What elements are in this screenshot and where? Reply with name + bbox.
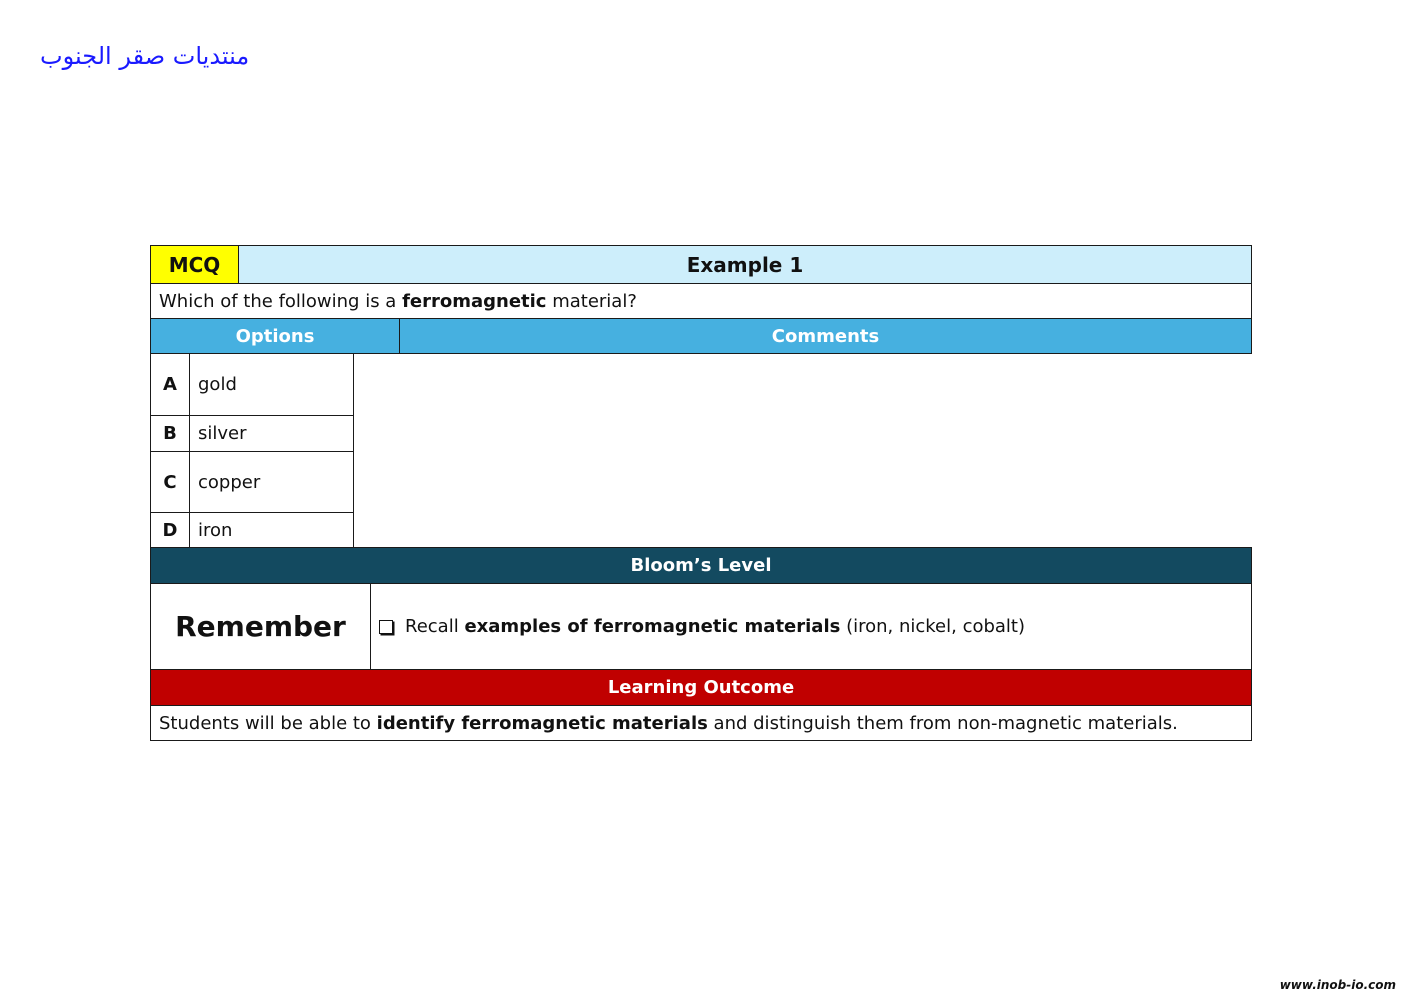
bloom-desc-pre: Recall bbox=[405, 616, 465, 637]
bloom-desc-bold: examples of ferromagnetic materials bbox=[464, 616, 841, 637]
question-pre: Which of the following is a bbox=[159, 290, 403, 312]
bloom-level-value: Remember bbox=[150, 583, 371, 670]
lo-bold: identify ferromagnetic materials bbox=[376, 712, 708, 734]
checkbox-icon bbox=[379, 620, 393, 634]
option-text-d[interactable]: iron bbox=[189, 512, 354, 548]
bloom-level-description bbox=[370, 583, 1252, 670]
option-letter-b: B bbox=[150, 415, 190, 452]
option-letter-d: D bbox=[150, 512, 190, 548]
option-text-a[interactable]: gold bbox=[189, 353, 354, 416]
option-text-b[interactable]: silver bbox=[189, 415, 354, 452]
site-name: منتديات صقر الجنوب bbox=[40, 42, 250, 70]
options-header: Options bbox=[150, 318, 400, 354]
option-letter-a: A bbox=[150, 353, 190, 416]
footer-url: www.inob-io.com bbox=[1279, 978, 1396, 992]
learning-outcome-text bbox=[150, 705, 1252, 741]
bloom-desc-post: (iron, nickel, cobalt) bbox=[840, 616, 1026, 637]
comments-header: Comments bbox=[399, 318, 1252, 354]
lo-post: and distinguish them from non-magnetic materials. bbox=[707, 712, 1178, 734]
bloom-level-header: Bloom’s Level bbox=[150, 547, 1252, 584]
comments-area bbox=[354, 353, 1252, 548]
question-bold: ferromagnetic bbox=[402, 290, 547, 312]
question-post: material? bbox=[546, 290, 637, 312]
example-title: Example 1 bbox=[238, 245, 1252, 284]
option-text-c[interactable]: copper bbox=[189, 451, 354, 513]
lo-pre: Students will be able to bbox=[159, 712, 377, 734]
question-text bbox=[150, 283, 1252, 319]
learning-outcome-header: Learning Outcome bbox=[150, 669, 1252, 706]
mcq-tag: MCQ bbox=[150, 245, 239, 284]
option-letter-c: C bbox=[150, 451, 190, 513]
